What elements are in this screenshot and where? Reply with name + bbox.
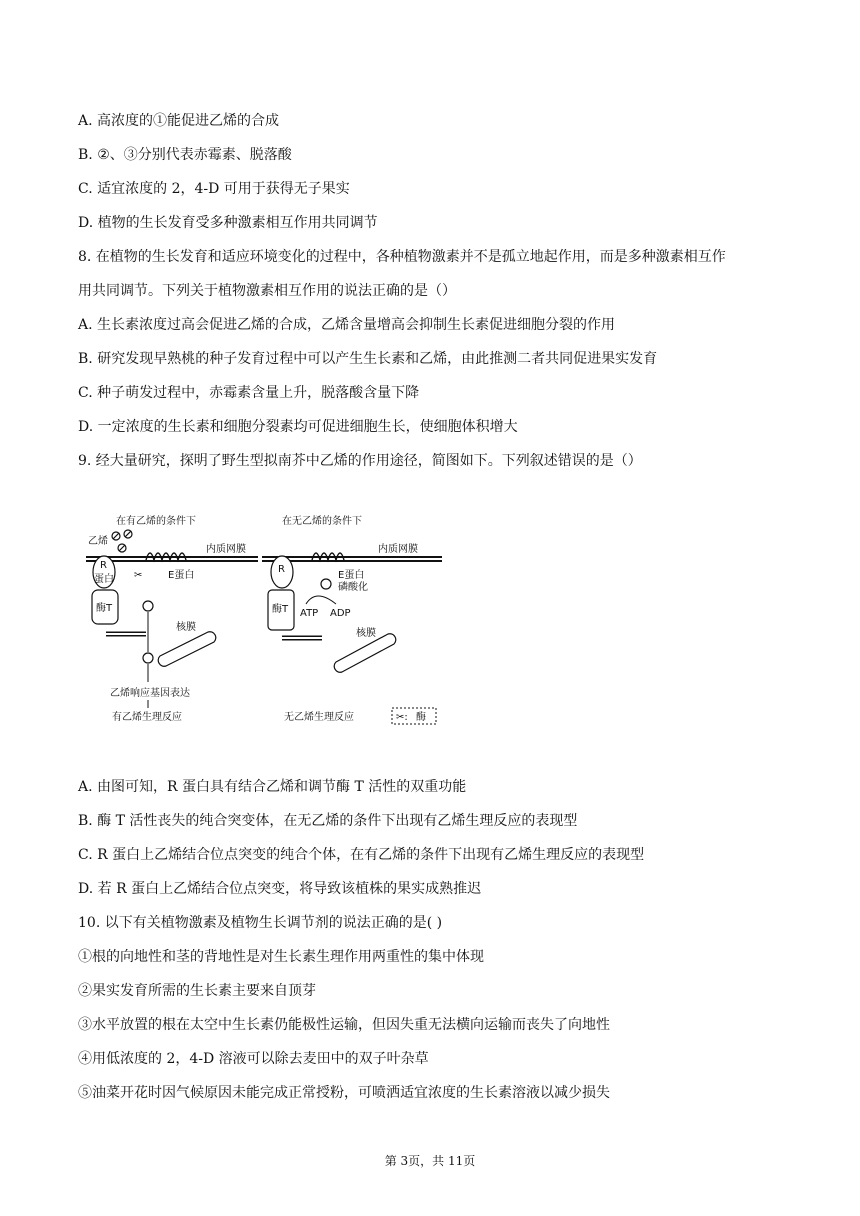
- right-r-label: R: [278, 564, 285, 575]
- line-1: A. 高浓度的①能促进乙烯的合成: [78, 113, 280, 129]
- q9-option-a: A. 由图可知，R 蛋白具有结合乙烯和调节酶 T 活性的双重功能: [78, 779, 467, 795]
- right-nucleus-label: 核膜: [356, 628, 376, 639]
- right-adp-label: ADP: [330, 608, 351, 619]
- ethylene-pathway-figure: [86, 512, 442, 732]
- right-title: 在无乙烯的条件下: [282, 516, 362, 527]
- q10-item-1: ①根的向地性和茎的背地性是对生长素生理作用两重性的集中体现: [78, 949, 484, 965]
- right-enzyme-t-label: 酶T: [272, 604, 289, 615]
- q10-item-2: ②果实发育所需的生长素主要来自顶芽: [78, 983, 316, 999]
- q8-stem-line2: 用共同调节。下列关于植物激素相互作用的说法正确的是（）: [78, 283, 456, 299]
- legend-scissors-icon: ✂:: [396, 712, 408, 723]
- scissors-icon: ✂: [134, 570, 143, 581]
- left-response-label: 有乙烯生理反应: [112, 712, 182, 723]
- q8-option-c: C. 种子萌发过程中，赤霉素含量上升，脱落酸含量下降: [78, 385, 420, 401]
- q10-stem: 10. 以下有关植物激素及植物生长调节剂的说法正确的是( ): [78, 915, 443, 931]
- left-r-protein-label: 蛋白: [94, 574, 114, 585]
- q9-stem: 9. 经大量研究，探明了野生型拟南芥中乙烯的作用途径，简图如下。下列叙述错误的是（）: [78, 453, 642, 469]
- right-phos-label: 磷酸化: [338, 582, 368, 593]
- left-title: 在有乙烯的条件下: [116, 516, 196, 527]
- right-nuclear-membrane: [334, 634, 396, 673]
- q8-option-a: A. 生长素浓度过高会促进乙烯的合成，乙烯含量增高会抑制生长素促进细胞分裂的作用: [78, 317, 616, 333]
- left-expression-label: 乙烯响应基因表达: [110, 688, 190, 699]
- ethylene-molecule-icon: [112, 530, 132, 552]
- q8-stem-line1: 8. 在植物的生长发育和适应环境变化的过程中，各种植物激素并不是孤立地起作用，而是多种激素相互作: [78, 249, 726, 265]
- left-r-label: R: [100, 560, 107, 571]
- q9-option-d: D. 若 R 蛋白上乙烯结合位点突变，将导致该植株的果实成熟推迟: [78, 881, 482, 897]
- q9-option-c: C. R 蛋白上乙烯结合位点突变的纯合个体，在有乙烯的条件下出现有乙烯生理反应的表现型: [78, 847, 645, 863]
- left-e-protein-label: E蛋白: [168, 570, 195, 581]
- line-2: B. ②、③分别代表赤霉素、脱落酸: [78, 147, 292, 163]
- q10-item-4: ④用低浓度的 2，4-D 溶液可以除去麦田中的双子叶杂草: [78, 1051, 429, 1067]
- right-e-protein-label: E蛋白: [338, 570, 365, 581]
- q10-item-3: ③水平放置的根在太空中生长素仍能极性运输，但因失重无法横向运输而丧失了向地性: [78, 1017, 610, 1033]
- left-nucleus-label: 核膜: [176, 622, 196, 633]
- page-footer: 第 3页，共 11页: [384, 1154, 476, 1168]
- q9-option-b: B. 酶 T 活性丧失的纯合突变体，在无乙烯的条件下出现有乙烯生理反应的表现型: [78, 813, 578, 829]
- legend-label: 酶: [416, 712, 426, 723]
- line-4: D. 植物的生长发育受多种激素相互作用共同调节: [78, 215, 378, 231]
- left-er-label: 内质网膜: [206, 544, 246, 555]
- left-enzyme-t-label: 酶T: [96, 603, 113, 614]
- line-3: C. 适宜浓度的 2，4-D 可用于获得无子果实: [78, 181, 350, 197]
- right-atp-label: ATP: [300, 608, 319, 619]
- q8-option-b: B. 研究发现早熟桃的种子发育过程中可以产生生长素和乙烯，由此推测二者共同促进果实发育: [78, 351, 658, 367]
- right-response-label: 无乙烯生理反应: [284, 712, 354, 723]
- left-nuclear-membrane: [158, 632, 216, 667]
- left-ethylene-label: 乙烯: [88, 536, 108, 547]
- q10-item-5: ⑤油菜开花时因气候原因未能完成正常授粉，可喷洒适宜浓度的生长素溶液以减少损失: [78, 1085, 610, 1101]
- right-er-label: 内质网膜: [378, 544, 418, 555]
- q8-option-d: D. 一定浓度的生长素和细胞分裂素均可促进细胞生长，使细胞体积增大: [78, 419, 518, 435]
